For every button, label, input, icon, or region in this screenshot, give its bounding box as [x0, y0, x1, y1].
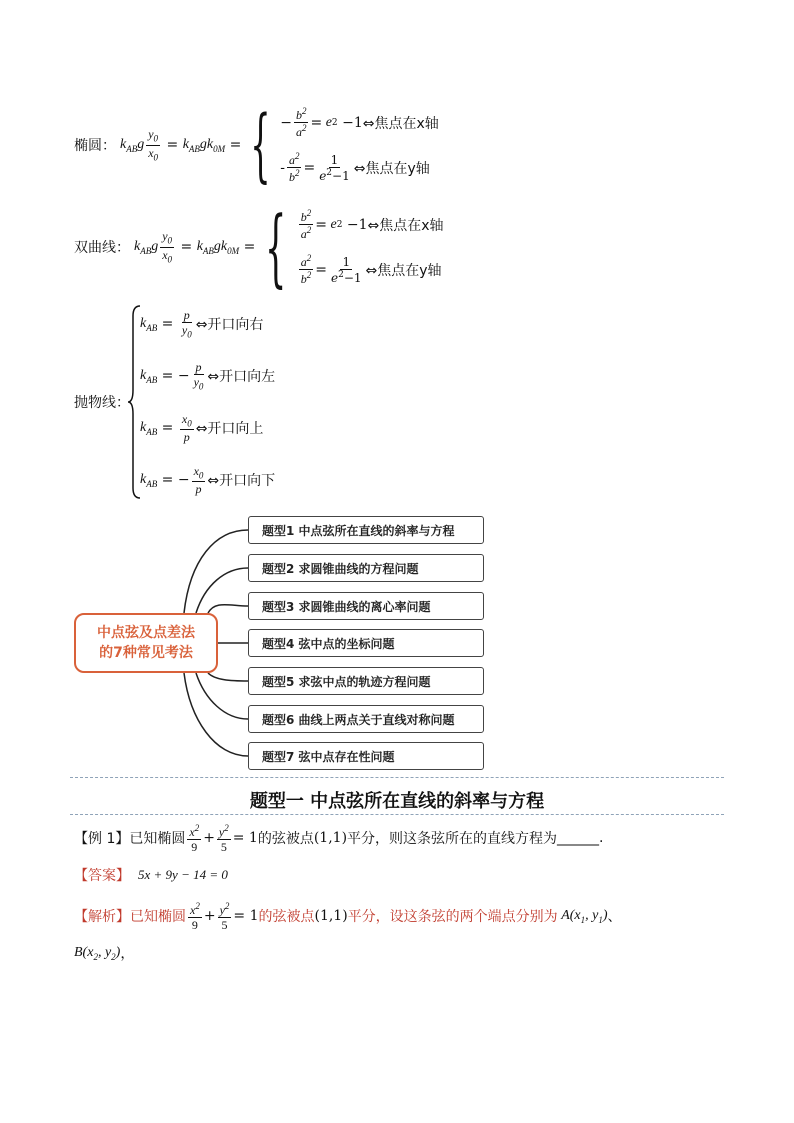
mindmap-item-5: 题型5 求弦中点的轨迹方程问题 [248, 667, 484, 695]
ellipse-focus-y: ⇔焦点在y轴 [353, 160, 430, 177]
parabola-formula: 抛物线： $k_{AB}$ = $\frac{p}{y_0}$ ⇔开口向右 $k_{AB}$ = − $\frac{p}{y_0}$ ⇔开口向左 $k_{AB}$ = $\frac{x_0}{p}$ ⇔开口向上 $k_{AB}$ = − $\frac{x_0}{p}$ ⇔开口向下 [74, 302, 394, 502]
example-tag: 【例 1】 [74, 831, 130, 847]
example-1: 【例 1】 已知椭圆 $\frac{x^2}{9}$ + $\frac{y^2}{5}$ = 1 的弦被点 (1,1) 平分，则这条弦所在的直线方程为 ______. [74, 822, 604, 854]
divider-bottom [70, 814, 724, 815]
example-text-a: 已知椭圆 [129, 831, 186, 847]
section-title: 题型一 中点弦所在直线的斜率与方程 [249, 791, 545, 812]
parabola-open-left: ⇔开口向左 [207, 369, 276, 385]
answer-tag: 【答案】 [74, 868, 130, 884]
analysis-text-a: 已知椭圆 [130, 909, 186, 925]
answer-value: 5x + 9y − 14 = 0 [138, 867, 228, 882]
mindmap-center [74, 613, 218, 673]
divider-top [70, 777, 724, 778]
analysis-text-b: 的弦被点 [258, 909, 315, 925]
analysis-text-c: 平分，设这条弦的两个端点分别为 [347, 909, 558, 925]
hyperbola-focus-x: ⇔焦点在x轴 [367, 217, 444, 234]
example-text-b: 的弦被点 [257, 831, 314, 847]
mindmap-item-1: 题型1 中点弦所在直线的斜率与方程 [248, 516, 484, 544]
example-text-c: 平分，则这条弦所在的直线方程为 [347, 831, 558, 847]
analysis-tag: 【解析】 [74, 909, 130, 925]
mindmap-item-6: 题型6 曲线上两点关于直线对称问题 [248, 705, 484, 733]
mindmap-item-3: 题型3 求圆锥曲线的离心率问题 [248, 592, 484, 620]
mindmap-center-line1: 中点弦及点差法 [97, 625, 195, 641]
mindmap-item-2: 题型2 求圆锥曲线的方程问题 [248, 554, 484, 582]
analysis-tail: ， [120, 946, 135, 962]
ellipse-formula: 椭圆： $k_{AB}$ g $\frac{y_0}{x_0}$ = $k_{AB}$ g $k_{0M}$ = { − $\frac{b^2}{a^2}$ = e 2 −1 ⇔焦点在x轴 - $\frac{a^2}{b^2}$ = $\frac{1}{e^2-1}$ ⇔焦点在y轴 [74, 98, 439, 191]
mindmap-item-7: 题型7 弦中点存在性问题 [248, 742, 484, 770]
parabola-label: 抛物线： [74, 395, 130, 411]
parabola-open-down: ⇔开口向下 [207, 473, 276, 489]
answer [74, 864, 228, 886]
mindmap-center-line2: 的7种常见考法 [99, 645, 193, 661]
ellipse-label: 椭圆： [74, 138, 116, 154]
parabola-open-up: ⇔开口向上 [195, 421, 264, 437]
analysis: 【解析】 已知椭圆 $\frac{x^2}{9}$ + $\frac{y^2}{5}$ = 1 的弦被点 (1,1) 平分，设这条弦的两个端点分别为 $A(x_1$, $y_1$) 、 [74, 900, 622, 932]
analysis-line2: $B(x_2$, $y_2$) ， [74, 944, 135, 962]
parabola-open-right: ⇔开口向右 [195, 317, 264, 333]
hyperbola-formula: 双曲线： $k_{AB}$ g $\frac{y_0}{x_0}$ = $k_{AB}$ g $k_{0M}$ = { $\frac{b^2}{a^2}$ = e 2 −1 ⇔焦点在x轴 $\frac{a^2}{b^2}$ = $\frac{1}{e^2-1}$ ⇔焦点在y轴 [74, 198, 444, 296]
hyperbola-label: 双曲线： [74, 240, 130, 256]
hyperbola-focus-y: ⇔焦点在y轴 [365, 262, 442, 279]
example-blank: ______. [557, 830, 604, 846]
mindmap-item-4: 题型4 弦中点的坐标问题 [248, 629, 484, 657]
ellipse-focus-x: ⇔焦点在x轴 [362, 115, 439, 132]
